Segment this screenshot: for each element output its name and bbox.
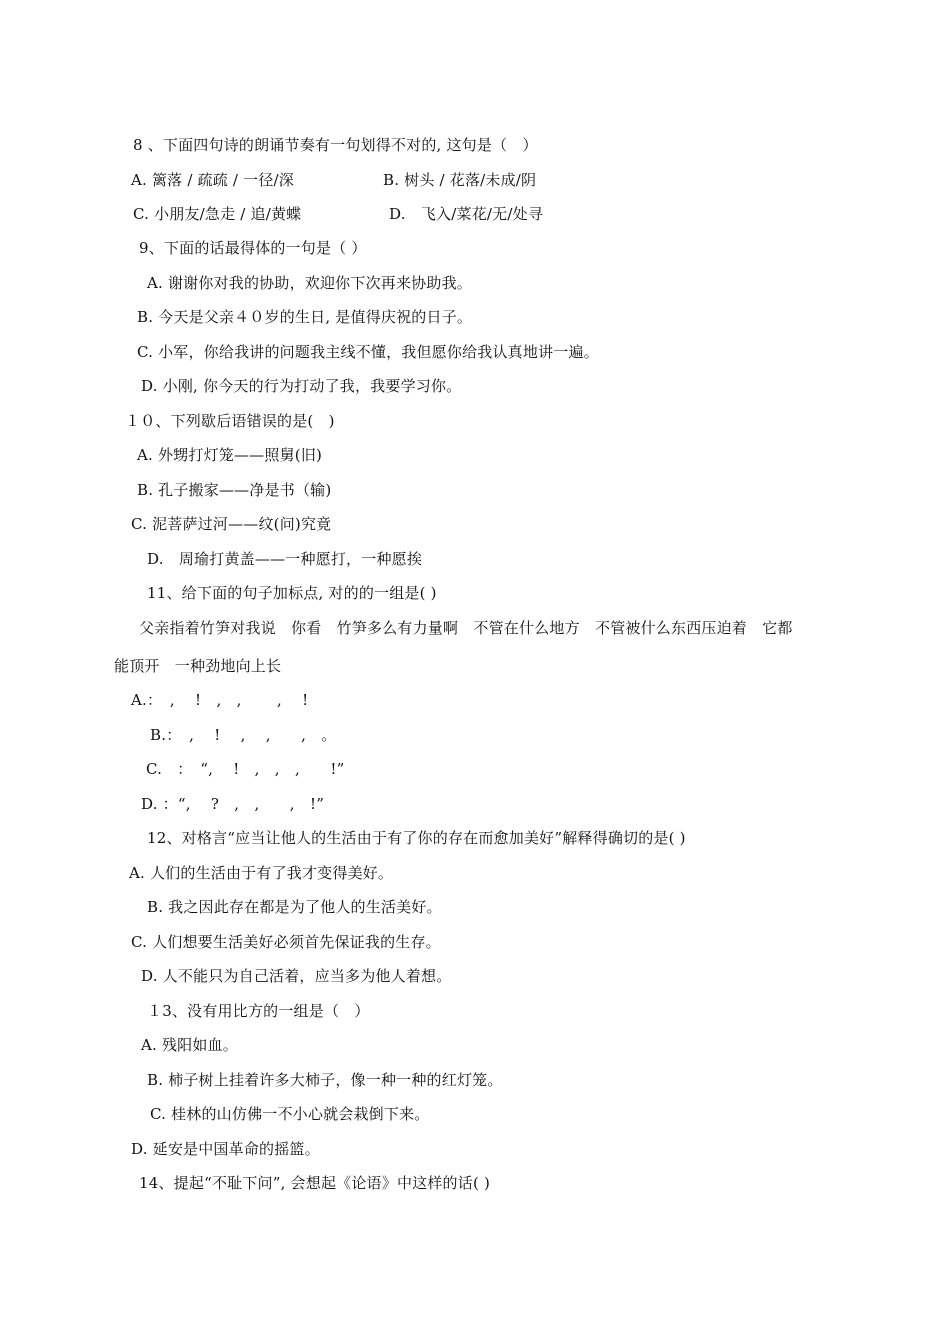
question-8-option-c: C. 小朋友/急走 / 追/黄蝶	[133, 205, 302, 223]
question-9-option-a: A. 谢谢你对我的协助，欢迎你下次再来协助我。	[147, 274, 472, 292]
question-9: 9、下面的话最得体的一句是（ ）	[139, 239, 367, 257]
question-12: 12、对格言“应当让他人的生活由于有了你的存在而愈加美好”解释得确切的是( )	[147, 829, 686, 847]
question-11-option-a: A.： , ! , , , !	[131, 691, 309, 709]
question-13: １3、没有用比方的一组是（ ）	[147, 1002, 370, 1020]
question-12-option-c: C. 人们想要生活美好必须首先保证我的生存。	[131, 933, 441, 951]
question-10-option-a: A. 外甥打灯笼——照舅(旧)	[137, 446, 323, 464]
question-10-option-b: B. 孔子搬家——净是书（输)	[137, 481, 332, 499]
question-12-option-d: D. 人不能只为自己活着，应当多为他人着想。	[141, 967, 452, 985]
question-11-option-c: C. ： “, ! , , , !”	[146, 760, 345, 778]
question-12-option-b: B. 我之因此存在都是为了他人的生活美好。	[147, 898, 442, 916]
question-12-option-a: A. 人们的生活由于有了我才变得美好。	[129, 864, 394, 882]
question-11-sentence-line-1: 父亲指着竹笋对我说 你看 竹笋多么有力量啊 不管在什么地方 不管被什么东西压迫着 它都	[139, 619, 793, 637]
question-13-option-b: B. 柿子树上挂着许多大柿子，像一种一种的红灯笼。	[147, 1071, 503, 1089]
question-8-option-d: D. 飞入/菜花/无/处寻	[389, 205, 544, 223]
question-9-option-b: B. 今天是父亲４０岁的生日, 是值得庆祝的日子。	[137, 308, 473, 326]
question-13-option-a: A. 残阳如血。	[141, 1036, 238, 1054]
question-10: １０、下列歇后语错误的是( )	[125, 412, 335, 430]
question-9-option-d: D. 小刚, 你今天的行为打动了我，我要学习你。	[141, 377, 462, 395]
question-11: 11、给下面的句子加标点, 对的的一组是( )	[147, 584, 437, 602]
question-13-option-c: C. 桂林的山仿佛一不小心就会栽倒下来。	[150, 1105, 430, 1123]
question-11-option-d: D. ：“, ? , , , !”	[141, 795, 325, 813]
question-10-option-c: C. 泥菩萨过河——纹(问)究竟	[131, 515, 332, 533]
question-14: 14、提起“不耻下问”, 会想起《论语》中这样的话( )	[139, 1174, 491, 1192]
question-8: 8 、下面四句诗的朗诵节奏有一句划得不对的, 这句是（ ）	[133, 136, 538, 154]
question-13-option-d: D. 延安是中国革命的摇篮。	[131, 1140, 320, 1158]
question-8-option-a: A. 篱落 / 疏疏 / 一径/深	[131, 171, 295, 189]
question-8-option-b: B. 树头 / 花落/未成/阴	[383, 171, 537, 189]
question-9-option-c: C. 小军，你给我讲的问题我主线不懂，我但愿你给我认真地讲一遍。	[137, 343, 599, 361]
question-11-sentence-line-2: 能顶开 一种劲地向上长	[114, 657, 282, 675]
question-10-option-d: D. 周瑜打黄盖——一种愿打，一种愿挨	[147, 550, 423, 568]
question-11-option-b: B.： , ! , , , 。	[150, 726, 337, 744]
